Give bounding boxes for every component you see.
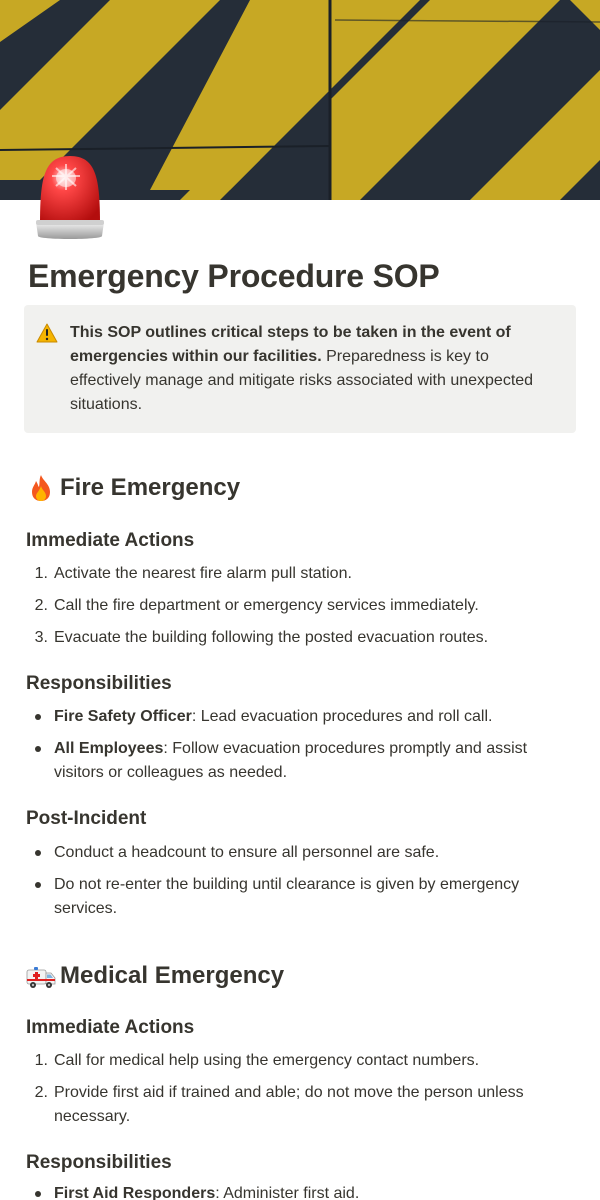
list-item-text <box>54 1182 566 1200</box>
role-name: Fire Safety Officer <box>54 708 192 725</box>
list-item[interactable] <box>26 594 566 618</box>
role-description: : Lead evacuation procedures and roll call. <box>191 708 493 725</box>
list-item-text: Do not re-enter the building until clearance is given by emergency services. <box>54 876 520 917</box>
role-description: : Follow evacuation procedures promptly and assist visitors or colleagues as needed. <box>54 740 528 781</box>
callout-body-text: Preparedness is key to effectively manage and mitigate risks associated with unexpected situations. <box>70 348 534 413</box>
heading-fire-text: Fire Emergency <box>60 474 241 501</box>
list-item[interactable] <box>26 1081 566 1129</box>
role-name: First Aid Responders <box>54 1185 216 1200</box>
heading-responsibilities[interactable]: Responsibilities <box>26 673 172 694</box>
list-item[interactable] <box>26 737 566 785</box>
bullet <box>35 1191 41 1197</box>
list-item[interactable] <box>26 1182 566 1200</box>
list-item-text: Call the fire department or emergency services immediately. <box>54 597 479 614</box>
list-item-text: Conduct a headcount to ensure all personnel are safe. <box>54 844 440 861</box>
ambulance-icon <box>26 961 56 991</box>
list-number: 2. <box>34 597 48 614</box>
list-item[interactable] <box>26 626 566 650</box>
bullet <box>35 714 41 720</box>
page-title[interactable]: Emergency Procedure SOP <box>28 258 440 294</box>
siren-icon[interactable] <box>30 148 110 244</box>
list-item-text: Activate the nearest fire alarm pull station. <box>54 565 352 582</box>
list-item-text: Provide first aid if trained and able; do not move the person unless necessary. <box>54 1084 524 1125</box>
heading-immediate-actions[interactable]: Immediate Actions <box>26 530 195 551</box>
list-item[interactable] <box>26 873 566 921</box>
list-item-text: Call for medical help using the emergency contact numbers. <box>54 1052 480 1069</box>
callout <box>24 305 576 433</box>
heading-medical-text: Medical Emergency <box>60 962 285 989</box>
heading-immediate-actions[interactable]: Immediate Actions <box>26 1017 195 1038</box>
heading-responsibilities[interactable]: Responsibilities <box>26 1152 172 1173</box>
heading-post-incident[interactable]: Post-Incident <box>26 808 147 829</box>
heading-medical-emergency[interactable] <box>26 960 586 992</box>
callout-text <box>70 321 560 417</box>
list-number: 1. <box>34 565 48 582</box>
role-name: All Employees <box>54 740 164 757</box>
list-number: 1. <box>34 1052 48 1069</box>
list-item-text <box>54 705 566 729</box>
heading-fire-emergency[interactable] <box>26 472 586 504</box>
callout-bold-text: This SOP outlines critical steps to be taken in the event of emergencies within our facilities. <box>70 324 511 365</box>
list-item-text <box>54 737 566 785</box>
list-item[interactable] <box>26 841 566 865</box>
list-item[interactable] <box>26 562 566 586</box>
role-description: : Administer first aid. <box>215 1185 360 1200</box>
list-item-text: Evacuate the building following the posted evacuation routes. <box>54 629 489 646</box>
bullet <box>35 746 41 752</box>
fire-icon <box>26 473 56 503</box>
list-number: 2. <box>34 1084 48 1101</box>
bullet <box>35 850 41 856</box>
warning-icon <box>36 323 58 343</box>
bullet <box>35 882 41 888</box>
list-item[interactable] <box>26 705 566 729</box>
list-item[interactable] <box>26 1049 566 1073</box>
list-number: 3. <box>34 629 48 646</box>
